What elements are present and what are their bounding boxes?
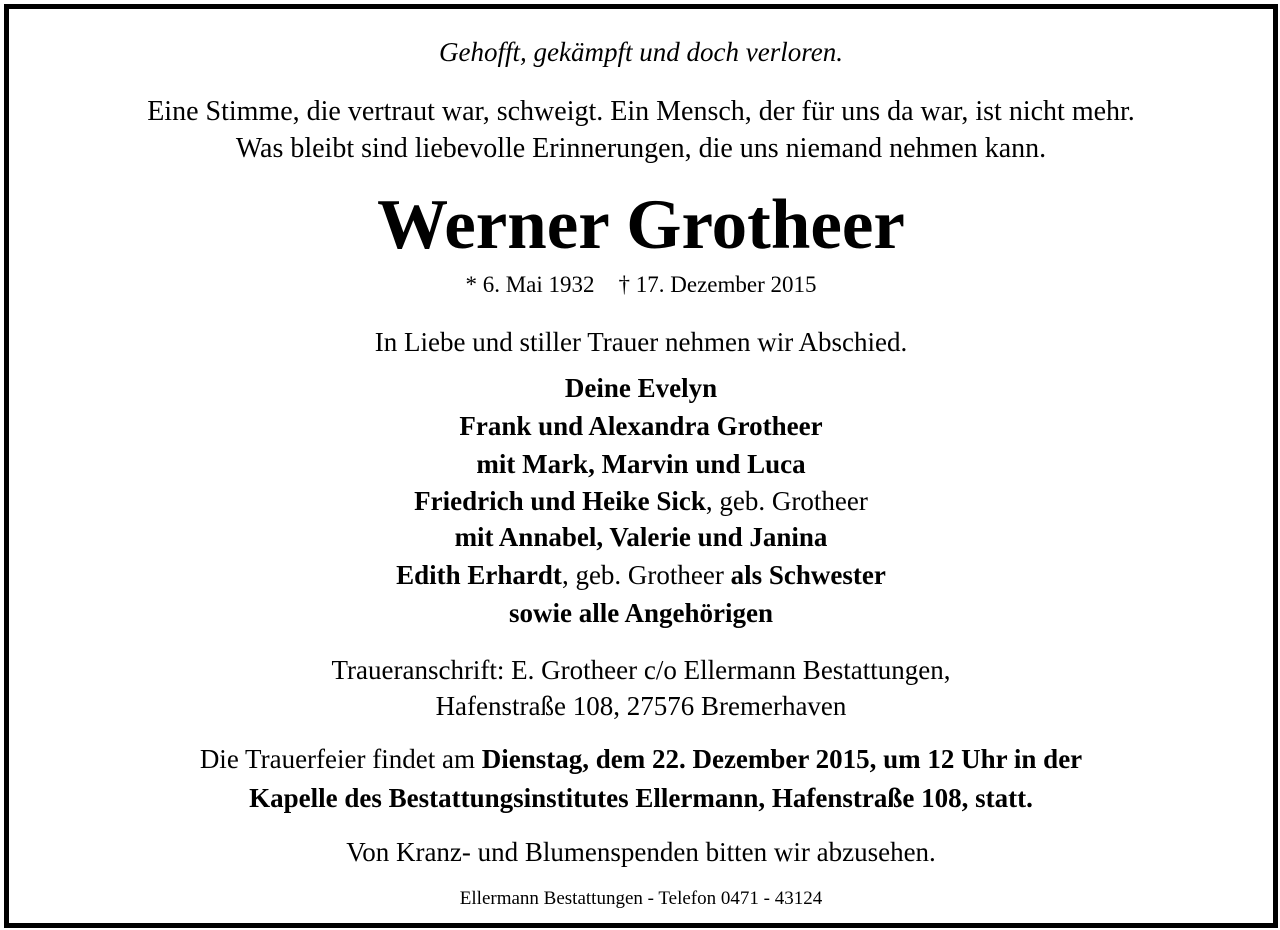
funeral-service-datetime: Dienstag, dem 22. Dezember 2015, um 12 Uhr in der	[481, 744, 1083, 774]
family-line	[9, 413, 1273, 440]
family-line-bold: Frank und Alexandra Grotheer	[459, 411, 823, 441]
family-line-bold: Friedrich und Heike Sick	[414, 486, 706, 516]
family-line-bold: Deine Evelyn	[564, 373, 718, 403]
farewell-line: In Liebe und stiller Trauer nehmen wir Abschied.	[374, 327, 908, 357]
life-dates	[9, 273, 1273, 296]
family-line	[9, 524, 1273, 551]
funeral-service-intro: Die Trauerfeier findet am	[199, 744, 482, 774]
family-line-bold: mit Annabel, Valerie und Janina	[454, 522, 828, 552]
family-line-bold-after: als Schwester	[730, 560, 886, 590]
mourning-address-line-1: Traueranschrift: E. Grotheer c/o Ellermann Bestattungen,	[331, 655, 951, 685]
family-line	[9, 451, 1273, 478]
family-line-normal: , geb. Grotheer	[561, 560, 731, 590]
funeral-service-line-1	[9, 746, 1273, 773]
family-line-bold: Edith Erhardt	[396, 560, 562, 590]
obituary-notice	[4, 4, 1278, 928]
death-date: † 17. Dezember 2015	[618, 272, 817, 297]
family-line	[9, 600, 1273, 627]
family-line-bold: sowie alle Angehörigen	[509, 598, 773, 628]
family-line-bold: mit Mark, Marvin und Luca	[476, 449, 806, 479]
family-line	[9, 562, 1273, 589]
mourning-address-line-2: Hafenstraße 108, 27576 Bremerhaven	[435, 691, 847, 721]
family-line	[9, 488, 1273, 515]
deceased-name: Werner Grotheer	[377, 186, 905, 264]
verse-line-1: Eine Stimme, die vertraut war, schweigt. Ein Mensch, der für uns da war, ist nicht mehr.	[147, 96, 1135, 127]
motto: Gehofft, gekämpft und doch verloren.	[439, 37, 843, 67]
family-line-normal: , geb. Grotheer	[705, 486, 868, 516]
funeral-home-footer: Ellermann Bestattungen - Telefon 0471 - 43124	[459, 888, 823, 909]
verse-line-2: Was bleibt sind liebevolle Erinnerungen, die uns niemand nehmen kann.	[235, 133, 1047, 164]
birth-date: * 6. Mai 1932	[465, 272, 595, 297]
family-line	[9, 375, 1273, 402]
funeral-service-line-2: Kapelle des Bestattungsinstitutes Ellermann, Hafenstraße 108, statt.	[249, 783, 1033, 813]
wreath-note: Von Kranz- und Blumenspenden bitten wir abzusehen.	[346, 837, 936, 867]
